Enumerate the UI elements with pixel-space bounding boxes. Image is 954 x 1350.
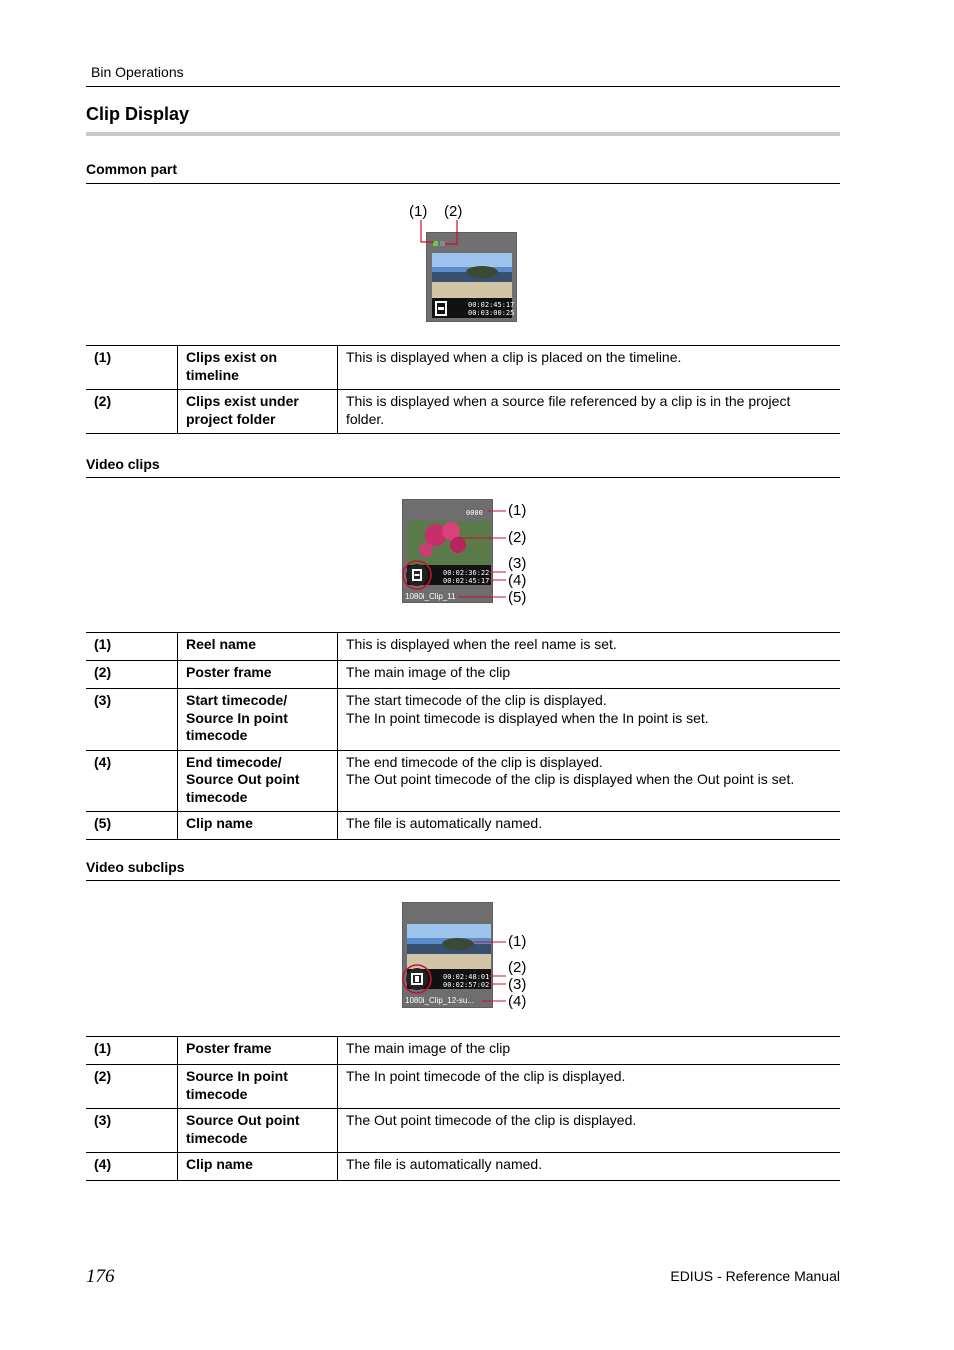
callout-4: (4): [508, 572, 527, 589]
video-subclip-thumbnail-figure: [396, 898, 506, 1012]
row-number: (2): [86, 390, 178, 434]
row-description: The In point timecode of the clip is displayed.: [338, 1065, 841, 1109]
thumb-tc-start: 00:02:36:22: [443, 569, 490, 577]
table-row: [86, 633, 840, 661]
table-row: [86, 812, 840, 840]
page-title: Clip Display: [86, 104, 190, 124]
row-name: Source Out point timecode: [178, 1109, 338, 1153]
row-name: End timecode/ Source Out point timecode: [178, 750, 338, 812]
callout-1: (1): [508, 502, 527, 519]
section-heading-subclips: Video subclips: [86, 859, 185, 875]
row-name: Clips exist under project folder: [178, 390, 338, 434]
row-name: Source In point timecode: [178, 1065, 338, 1109]
row-number: (1): [86, 1037, 178, 1065]
callout-3: (3): [508, 976, 527, 993]
row-name: Clip name: [178, 1153, 338, 1181]
row-description: This is displayed when a clip is placed on the timeline.: [338, 346, 841, 390]
callout-1: (1): [409, 203, 428, 220]
row-description: The main image of the clip: [338, 661, 841, 689]
row-description: The main image of the clip: [338, 1037, 841, 1065]
callout-3: (3): [508, 555, 527, 572]
table-row: [86, 390, 840, 434]
row-number: (2): [86, 1065, 178, 1109]
table-row: [86, 689, 840, 751]
row-number: (3): [86, 1109, 178, 1153]
callout-4: (4): [508, 993, 527, 1010]
row-name: Start timecode/ Source In point timecode: [178, 689, 338, 751]
table-row: [86, 750, 840, 812]
video-clip-thumbnail-figure: [396, 495, 506, 607]
row-number: (5): [86, 812, 178, 840]
section-rule: [86, 477, 840, 478]
row-description: This is displayed when the reel name is set.: [338, 633, 841, 661]
thumb-tc-start: 00:02:48:01: [443, 973, 490, 981]
row-description: The file is automatically named.: [338, 812, 841, 840]
row-name: Poster frame: [178, 661, 338, 689]
row-number: (4): [86, 750, 178, 812]
row-name: Clips exist on timeline: [178, 346, 338, 390]
manual-title-footer: EDIUS - Reference Manual: [670, 1268, 840, 1284]
header-rule: [86, 86, 840, 87]
row-number: (1): [86, 346, 178, 390]
title-underline-bar: [86, 132, 840, 136]
row-description: The start timecode of the clip is displayed. The In point timecode is displayed when the In point is set.: [338, 689, 841, 751]
section-rule: [86, 880, 840, 881]
row-name: Poster frame: [178, 1037, 338, 1065]
thumb-clip-name: 1080i_Clip_11: [405, 592, 456, 601]
callout-5: (5): [508, 589, 527, 606]
row-number: (3): [86, 689, 178, 751]
section-heading-video: Video clips: [86, 456, 160, 472]
common-part-table: [86, 345, 840, 434]
table-row: [86, 346, 840, 390]
row-description: The end timecode of the clip is displayed. The Out point timecode of the clip is displayed when the Out point is set.: [338, 750, 841, 812]
table-row: [86, 661, 840, 689]
video-subclips-table: [86, 1036, 840, 1181]
table-row: [86, 1109, 840, 1153]
thumb-clip-name: 1080i_Clip_12-su...: [405, 996, 474, 1005]
table-row: [86, 1065, 840, 1109]
row-number: (4): [86, 1153, 178, 1181]
row-number: (1): [86, 633, 178, 661]
page-number: 176: [86, 1266, 115, 1287]
row-description: The file is automatically named.: [338, 1153, 841, 1181]
thumb-tc-end: 00:03:00:25: [468, 309, 515, 317]
table-row: [86, 1037, 840, 1065]
callout-1: (1): [508, 933, 527, 950]
project-folder-marker: [440, 241, 445, 246]
thumb-reel-name: 0000: [466, 509, 483, 517]
table-row: [86, 1153, 840, 1181]
callout-2: (2): [444, 203, 463, 220]
section-rule: [86, 183, 840, 184]
callout-2: (2): [508, 529, 527, 546]
row-name: Reel name: [178, 633, 338, 661]
section-heading-common: Common part: [86, 161, 177, 177]
video-clips-table: [86, 632, 840, 840]
thumb-tc-end: 00:02:57:02: [443, 981, 490, 989]
row-description: The Out point timecode of the clip is displayed.: [338, 1109, 841, 1153]
running-header: Bin Operations: [91, 64, 184, 80]
callout-2: (2): [508, 959, 527, 976]
row-number: (2): [86, 661, 178, 689]
row-description: This is displayed when a source file referenced by a clip is in the project folder.: [338, 390, 841, 434]
thumb-tc-start: 00:02:45:17: [468, 301, 515, 309]
thumb-tc-end: 00:02:45:17: [443, 577, 490, 585]
row-name: Clip name: [178, 812, 338, 840]
